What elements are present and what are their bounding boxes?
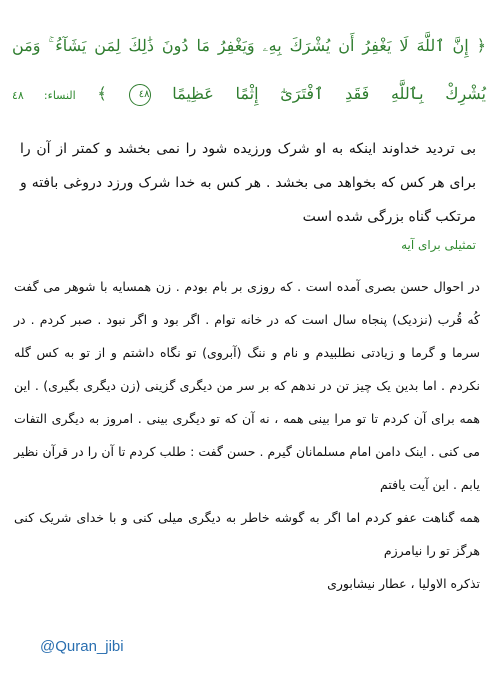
verse-start-ornament: ﴿ (476, 36, 487, 55)
story-body (14, 270, 480, 600)
verse-translation: بی تردید خداوند اینکه به او شرک ورزیده شود را نمی بخشد و کمتر از آن را برای هر کس که بخواهد می بخشد . هر کس به خدا شرک ورزد دروغی بافته و مرتکب گناه بزرگی شده است (20, 141, 476, 225)
verse-end-ornament: ﴾ (97, 84, 107, 103)
verse-reference: النساء: ٤٨ (12, 89, 76, 102)
story-heading: تمثیلی برای آیه (401, 238, 476, 252)
story-paragraph: در احوال حسن بصری آمده است . که روزی بر بام بودم . زن همسایه با شوهر می گفت کُه قُرب (نزدیک) پنجاه سال است که در خانه توام . اگر بود و اگر نبود . صبر کردم . در سرما و گرما و زیادتی نطلبیدم و نام و ننگ (آبروی) تو نگاه داشتم و از تو به کس گله نکردم . اما بدین یک چیز تن در ندهم که بر سر من دیگری گزینی (زن دیگری بگیری) . این همه برای آن کردم تا تو مرا بینی همه ، نه آن که تو دیگری بینی . امروز به دیگری التفات می کنی . اینک دامن امام مسلمانان گیرم . حسن گفت : طلب کردم تا آن را در قرآن نظیر یابم . این آیت یافتم (14, 279, 480, 492)
channel-handle: @Quran_jibi (40, 638, 124, 655)
quran-verse (12, 22, 486, 120)
story-paragraph: همه گناهت عفو کردم اما اگر به گوشه خاطر به دیگری میلی کنی و با خدای شریک کنی هرگز تو را نیامرزم (14, 510, 480, 558)
verse-text-line1: إِنَّ ٱللَّهَ لَا يَغْفِرُ أَن يُشْرَكَ بِهِۦ وَيَغْفِرُ مَا دُونَ ذَٰلِكَ لِمَن يَشَآءُ ۚ وَمَن (12, 36, 469, 55)
story-source: تذکره الاولیا ، عطار نیشابوری (327, 576, 480, 591)
verse-number-badge: ٤٨ (129, 84, 151, 106)
verse-text-line2: يُشْرِكْ بِٱللَّهِ فَقَدِ ٱفْتَرَىٰٓ إِثْمًا عَظِيمًا (172, 84, 486, 103)
